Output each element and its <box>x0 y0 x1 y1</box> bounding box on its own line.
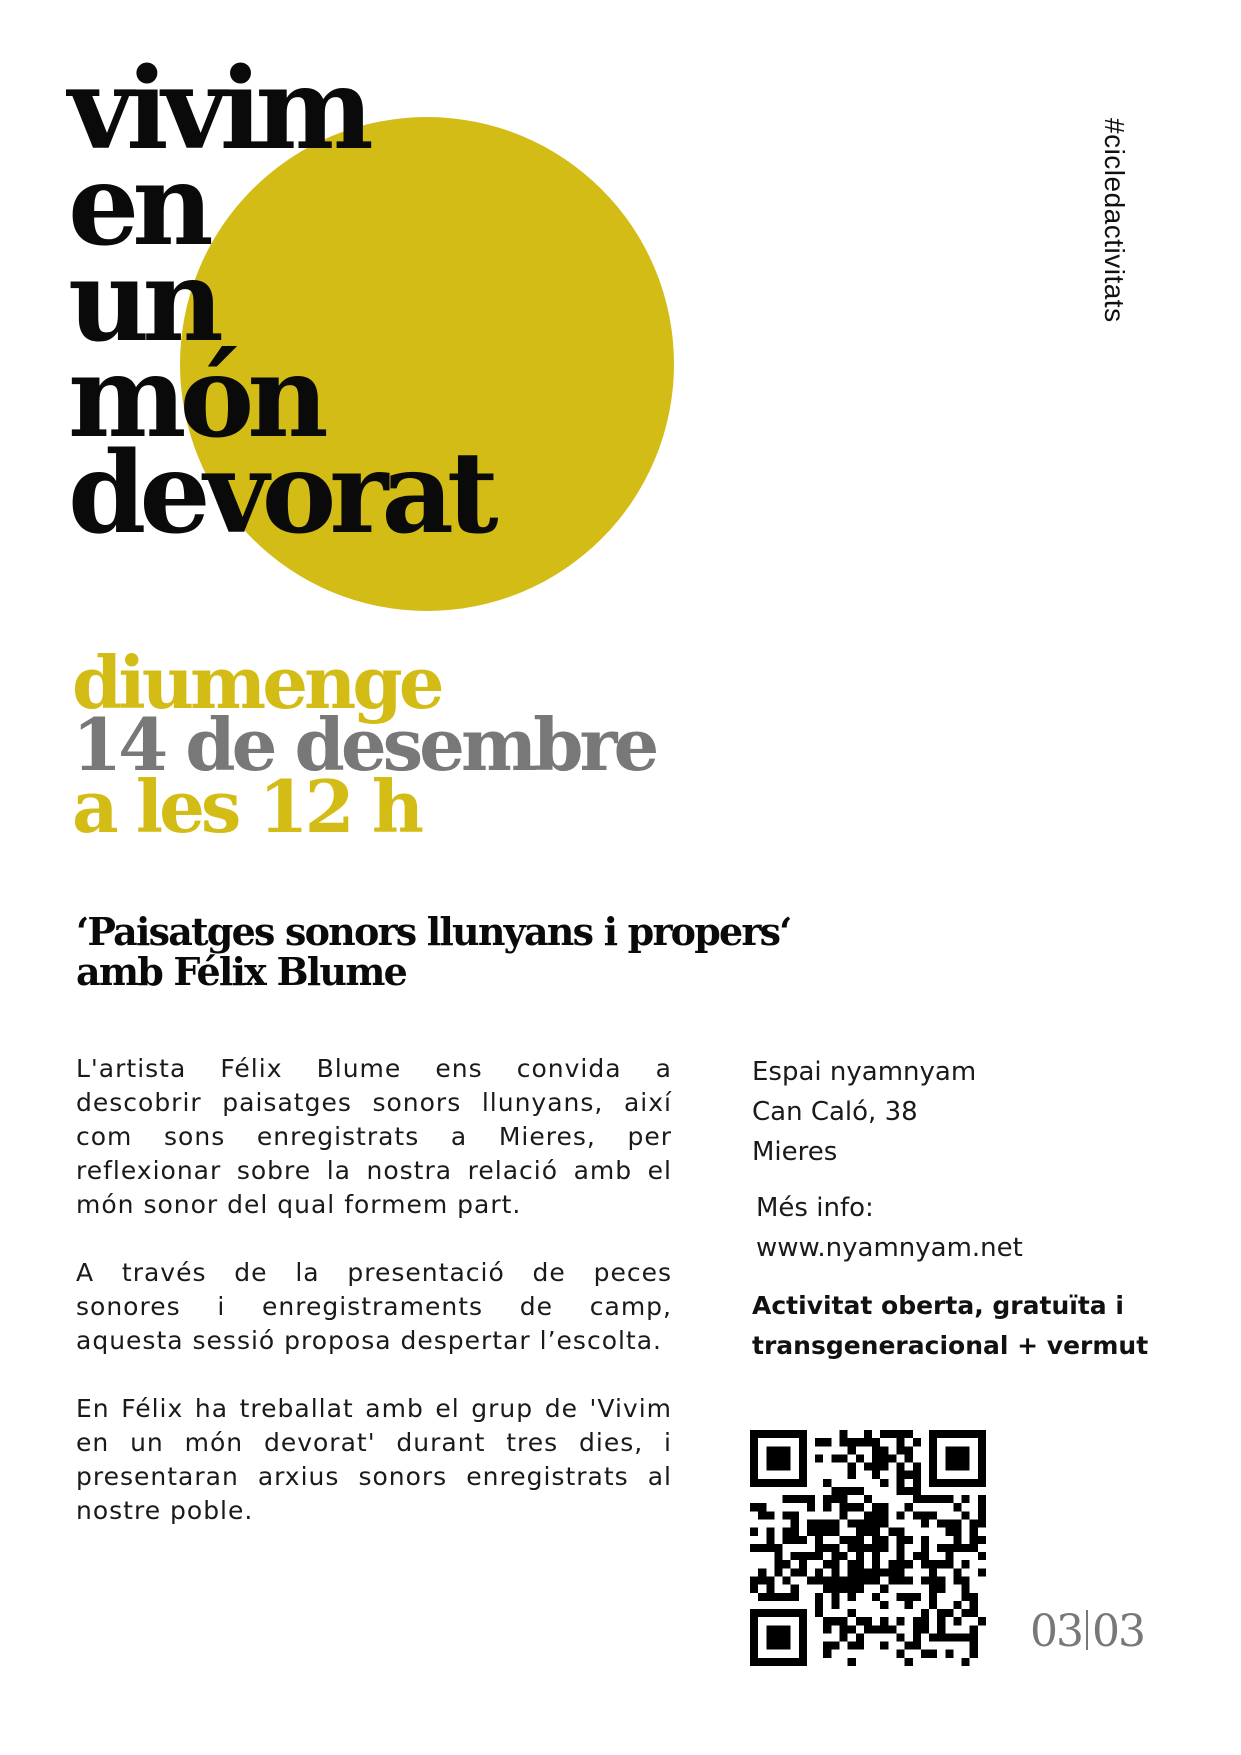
venue-name: Espai nyamnyam <box>752 1057 977 1087</box>
title-line: un <box>68 236 217 367</box>
activity-note-line: Activitat oberta, gratuïta i <box>752 1291 1124 1320</box>
title-line: vivim <box>68 44 367 175</box>
description-paragraph: L'artista Félix Blume ens convida a descobrir paisatges sonors llunyans, així com sons enregistrats a Mieres, per reflexionar sobre la nostra relació amb el món sonor del qual formem part. <box>76 1054 672 1219</box>
date-weekday: diumenge <box>72 640 441 725</box>
date-day: 14 de desembre <box>72 702 656 787</box>
event-description <box>76 1052 672 1562</box>
qr-code-icon[interactable] <box>750 1430 986 1666</box>
title-line: en <box>68 140 207 271</box>
poster-title <box>68 44 492 559</box>
activity-note <box>752 1286 1148 1366</box>
description-paragraph: A través de la presentació de peces sonores i enregistraments de camp, aquesta sessió proposa despertar l’escolta. <box>76 1258 672 1355</box>
page-number <box>1030 1606 1144 1657</box>
event-date <box>72 640 656 849</box>
page-current: 03 <box>1030 1606 1082 1657</box>
headline-title: ‘Paisatges sonors llunyans i propers‘ <box>76 909 791 954</box>
description-paragraph: En Félix ha treballat amb el grup de 'Vivim en un món devorat' durant tres dies, i presentaran arxius sonors enregistrats al nostre poble. <box>76 1394 672 1525</box>
activity-note-line: transgeneracional + vermut <box>752 1331 1149 1360</box>
venue-town: Mieres <box>752 1137 838 1167</box>
event-headline <box>76 909 791 994</box>
page-total: 03 <box>1092 1606 1144 1657</box>
website-link[interactable]: www.nyamnyam.net <box>756 1233 1023 1263</box>
venue-address <box>752 1052 976 1172</box>
hashtag-vertical: #cicledactivitats <box>1099 118 1130 323</box>
venue-street: Can Caló, 38 <box>752 1097 918 1127</box>
date-time: a les 12 h <box>72 764 421 849</box>
page-separator <box>1086 1610 1088 1650</box>
title-line: món <box>68 332 322 463</box>
more-info <box>756 1188 1023 1268</box>
more-info-label: Més info: <box>756 1193 874 1223</box>
headline-artist: amb Félix Blume <box>76 949 407 994</box>
title-line: devorat <box>68 428 492 559</box>
